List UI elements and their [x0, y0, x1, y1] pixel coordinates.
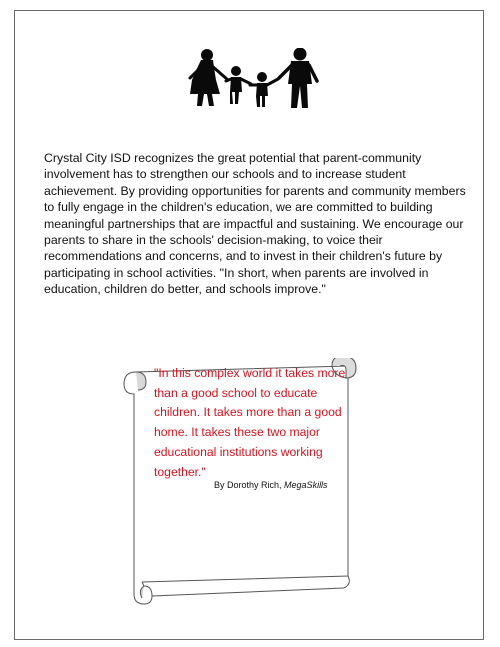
quote-attribution	[214, 480, 364, 490]
attribution-author: By Dorothy Rich,	[214, 480, 282, 490]
attribution-work: MegaSkills	[284, 480, 328, 490]
family-silhouette-icon	[176, 48, 326, 114]
scroll-quote: "In this complex world it takes more than a good school to educate children. It takes more than a good home. It takes these two major educational institutions working together."	[154, 366, 346, 479]
body-paragraph: Crystal City ISD recognizes the great potential that parent-community involvement has to strengthen our schools and to increase student achievement. By providing opportunities for parents and community members to fully engage in the children's education, we are committed to building meaningful partnerships that are impactful and sustaining. We encourage our parents to share in the schools' decision-making, to voice their recommendations and concerns, and to invest in their children's future by participating in school activities. "In short, when parents are involved in education, children do better, and schools improve."	[44, 151, 466, 297]
